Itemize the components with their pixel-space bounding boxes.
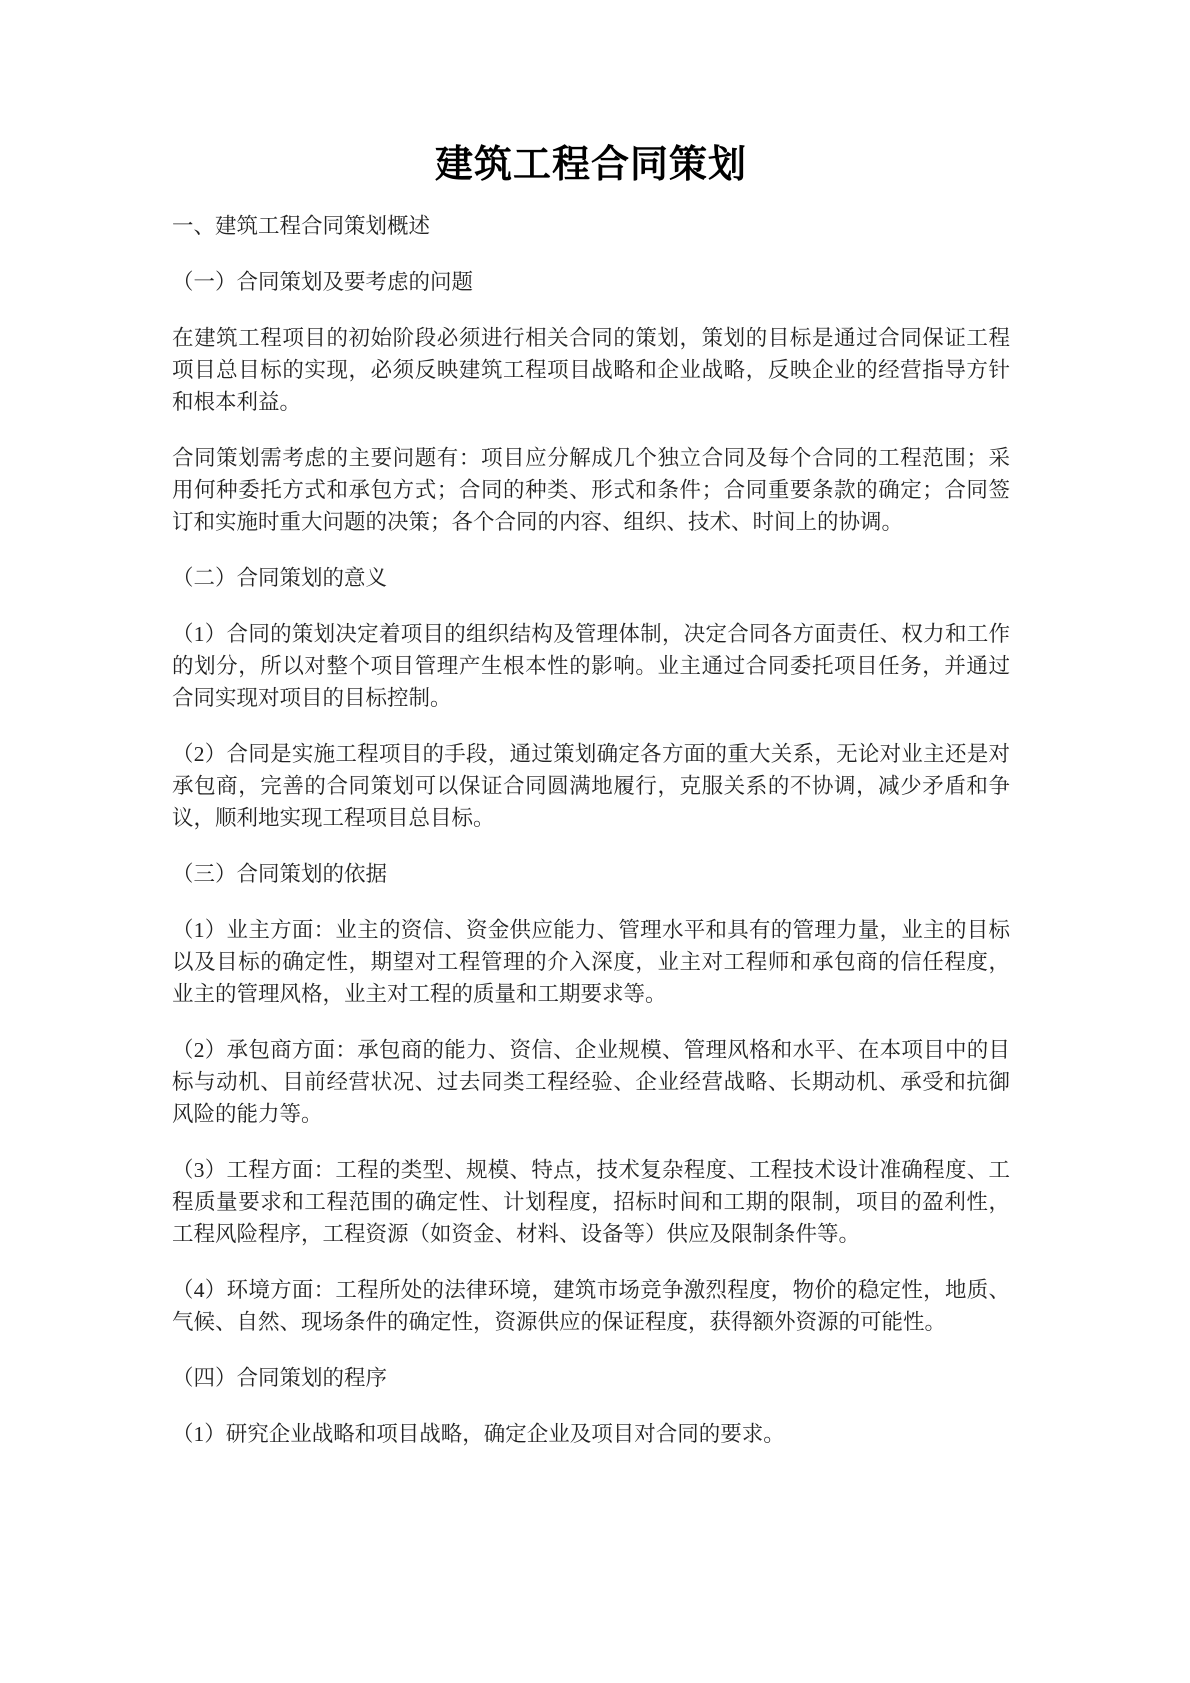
paragraph-7: （3）工程方面：工程的类型、规模、特点，技术复杂程度、工程技术设计准确程度、工程质量要求和工程范围的确定性、计划程度，招标时间和工期的限制，项目的盈利性，工程风险程序，工程资源（如资金、材料、设备等）供应及限制条件等。 xyxy=(172,1157,1010,1246)
paragraph-1: 在建筑工程项目的初始阶段必须进行相关合同的策划，策划的目标是通过合同保证工程项目总目标的实现，必须反映建筑工程项目战略和企业战略，反映企业的经营指导方针和根本利益。 xyxy=(172,325,1010,414)
section-heading-1: 一、建筑工程合同策划概述 xyxy=(172,213,431,238)
subsection-heading-2: （二）合同策划的意义 xyxy=(172,565,388,590)
page-title: 建筑工程合同策划 xyxy=(434,144,747,186)
subsection-heading-1: （一）合同策划及要考虑的问题 xyxy=(172,269,474,294)
paragraph-4: （2）合同是实施工程项目的手段，通过策划确定各方面的重大关系，无论对业主还是对承包商，完善的合同策划可以保证合同圆满地履行，克服关系的不协调，减少矛盾和争议，顺利地实现工程项目总目标。 xyxy=(172,741,1010,830)
paragraph-3: （1）合同的策划决定着项目的组织结构及管理体制，决定合同各方面责任、权力和工作的划分，所以对整个项目管理产生根本性的影响。业主通过合同委托项目任务，并通过合同实现对项目的目标控制。 xyxy=(172,621,1010,710)
subsection-heading-4: （四）合同策划的程序 xyxy=(172,1365,388,1390)
paragraph-8: （4）环境方面：工程所处的法律环境，建筑市场竞争激烈程度，物价的稳定性，地质、气候、自然、现场条件的确定性，资源供应的保证程度，获得额外资源的可能性。 xyxy=(172,1277,1010,1334)
paragraph-6: （2）承包商方面：承包商的能力、资信、企业规模、管理风格和水平、在本项目中的目标与动机、目前经营状况、过去同类工程经验、企业经营战略、长期动机、承受和抗御风险的能力等。 xyxy=(172,1037,1010,1126)
document-content xyxy=(172,0,1010,1450)
subsection-heading-3: （三）合同策划的依据 xyxy=(172,861,388,886)
paragraph-5: （1）业主方面：业主的资信、资金供应能力、管理水平和具有的管理力量，业主的目标以及目标的确定性，期望对工程管理的介入深度，业主对工程师和承包商的信任程度，业主的管理风格，业主对工程的质量和工期要求等。 xyxy=(172,917,1010,1006)
paragraph-9: （1）研究企业战略和项目战略，确定企业及项目对合同的要求。 xyxy=(172,1421,785,1446)
paragraph-2: 合同策划需考虑的主要问题有：项目应分解成几个独立合同及每个合同的工程范围；采用何种委托方式和承包方式；合同的种类、形式和条件；合同重要条款的确定；合同签订和实施时重大问题的决策；各个合同的内容、组织、技术、时间上的协调。 xyxy=(172,445,1010,534)
